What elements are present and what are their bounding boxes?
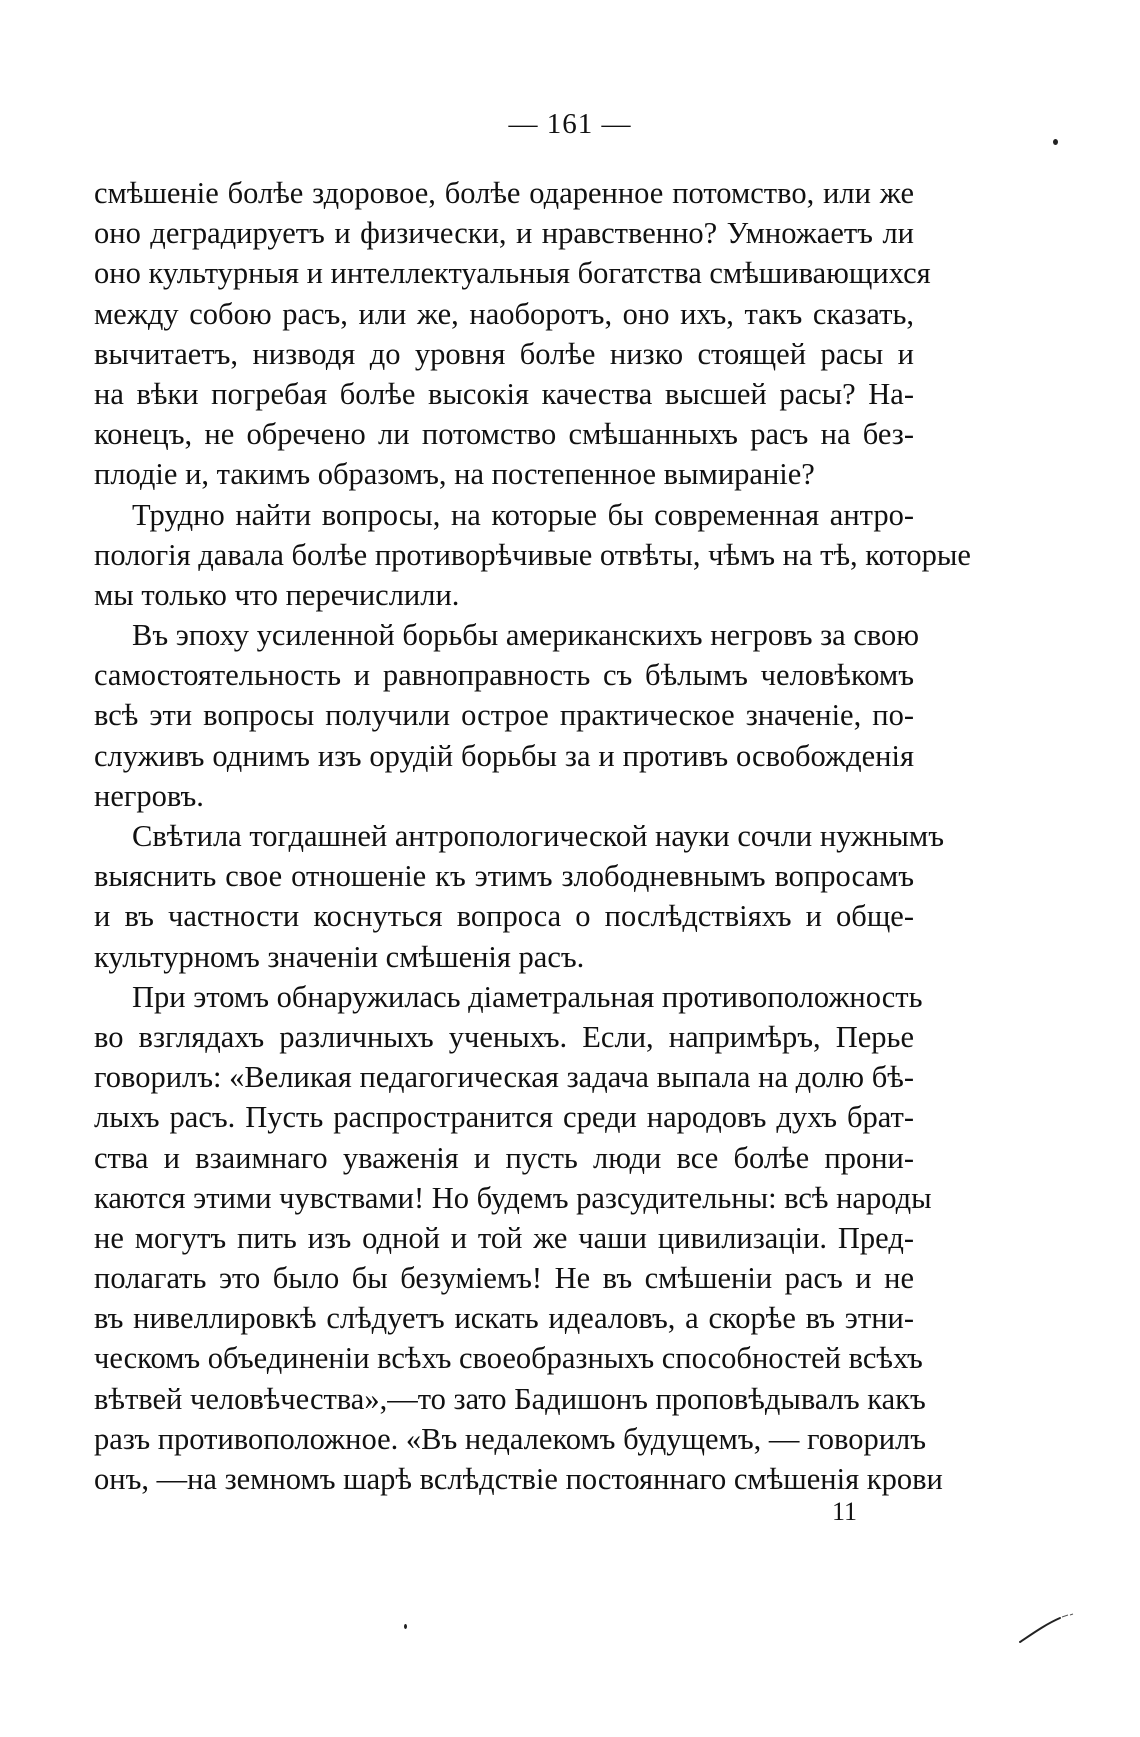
text-line: ства и взаимнаго уваженія и пусть люди все болѣе прони- [94,1140,914,1175]
text-line: Свѣтила тогдашней антропологической науки сочли нужнымъ [132,819,944,853]
text-line: пологія давала болѣе противорѣчивые отвѣты, чѣмъ на тѣ, которые [94,537,971,572]
text-line: служивъ однимъ изъ орудій борьбы за и противъ освобожденія [94,738,914,773]
text-line: Трудно найти вопросы, на которые бы современная антро- [132,497,914,532]
text-line: на вѣки погребая болѣе высокія качества высшей расы? На- [94,376,914,411]
text-line: каются этими чувствами! Но будемъ разсудительны: всѣ народы [94,1180,932,1215]
paragraph [94,977,943,1499]
paragraph [94,816,944,977]
ink-speck [404,1624,407,1629]
text-line: оно культурныя и интеллектуальныя богатства смѣшивающихся [94,256,931,291]
text-line: конецъ, не обречено ли потомство смѣшанныхъ расъ на без- [94,417,914,452]
text-line: вѣтвей человѣчества»,—то зато Бадишонъ проповѣдывалъ какъ [94,1381,926,1416]
text-line: плодіе и, такимъ образомъ, на постепенное вымираніе? [94,457,815,492]
text-body [94,173,971,1499]
text-line: всѣ эти вопросы получили острое практическое значеніе, по- [94,698,914,733]
text-line: не могутъ пить изъ одной и той же чаши цивилизаціи. Пред- [94,1220,914,1255]
text-line: культурномъ значеніи смѣшенія расъ. [94,939,585,974]
signature-mark: 11 [832,1497,858,1526]
page-number-header: — 161 — [508,108,632,140]
text-line: мы только что перечислили. [94,577,460,612]
text-line: негровъ. [94,778,204,813]
text-line: выяснить свое отношеніе къ этимъ злободневнымъ вопросамъ [94,859,914,894]
paragraph [94,615,920,816]
text-line: самостоятельность и равноправность съ бѣлымъ человѣкомъ [94,658,914,693]
text-line: смѣшеніе болѣе здоровое, болѣе одаренное потомство, или же [94,176,914,210]
text-line: и въ частности коснуться вопроса о послѣдствіяхъ и обще- [94,899,914,934]
text-line: Въ эпоху усиленной борьбы американскихъ негровъ за свою [132,618,920,653]
paragraph [94,495,971,616]
text-line: разъ противоположное. «Въ недалекомъ будущемъ, — говорилъ [94,1421,927,1456]
pencil-mark-icon [1018,1610,1074,1646]
text-line: ческомъ объединеніи всѣхъ своеобразныхъ способностей всѣхъ [94,1341,923,1376]
text-line: въ нивеллировкѣ слѣдуетъ искать идеаловъ, а скорѣе въ этни- [94,1301,914,1336]
text-line: во взглядахъ различныхъ ученыхъ. Если, напримѣръ, Перье [94,1019,914,1054]
text-line: вычитаетъ, низводя до уровня болѣе низко стоящей расы и [94,336,914,371]
text-line: полагать это было бы безуміемъ! Не въ смѣшеніи расъ и не [94,1261,914,1296]
text-line: лыхъ расъ. Пусть распространится среди народовъ духъ брат- [94,1100,914,1135]
text-line: онъ, —на земномъ шарѣ вслѣдствіе постояннаго смѣшенія крови [94,1462,943,1496]
paragraph [94,173,931,495]
text-line: оно деградируетъ и физически, и нравственно? Умножаетъ ли [94,216,914,251]
ink-speck [1053,139,1058,145]
text-line: При этомъ обнаружилась діаметральная противоположность [132,979,923,1014]
text-line: между собою расъ, или же, наоборотъ, оно ихъ, такъ сказать, [94,296,914,331]
text-line: говорилъ: «Великая педагогическая задача выпала на долю бѣ- [94,1060,914,1095]
